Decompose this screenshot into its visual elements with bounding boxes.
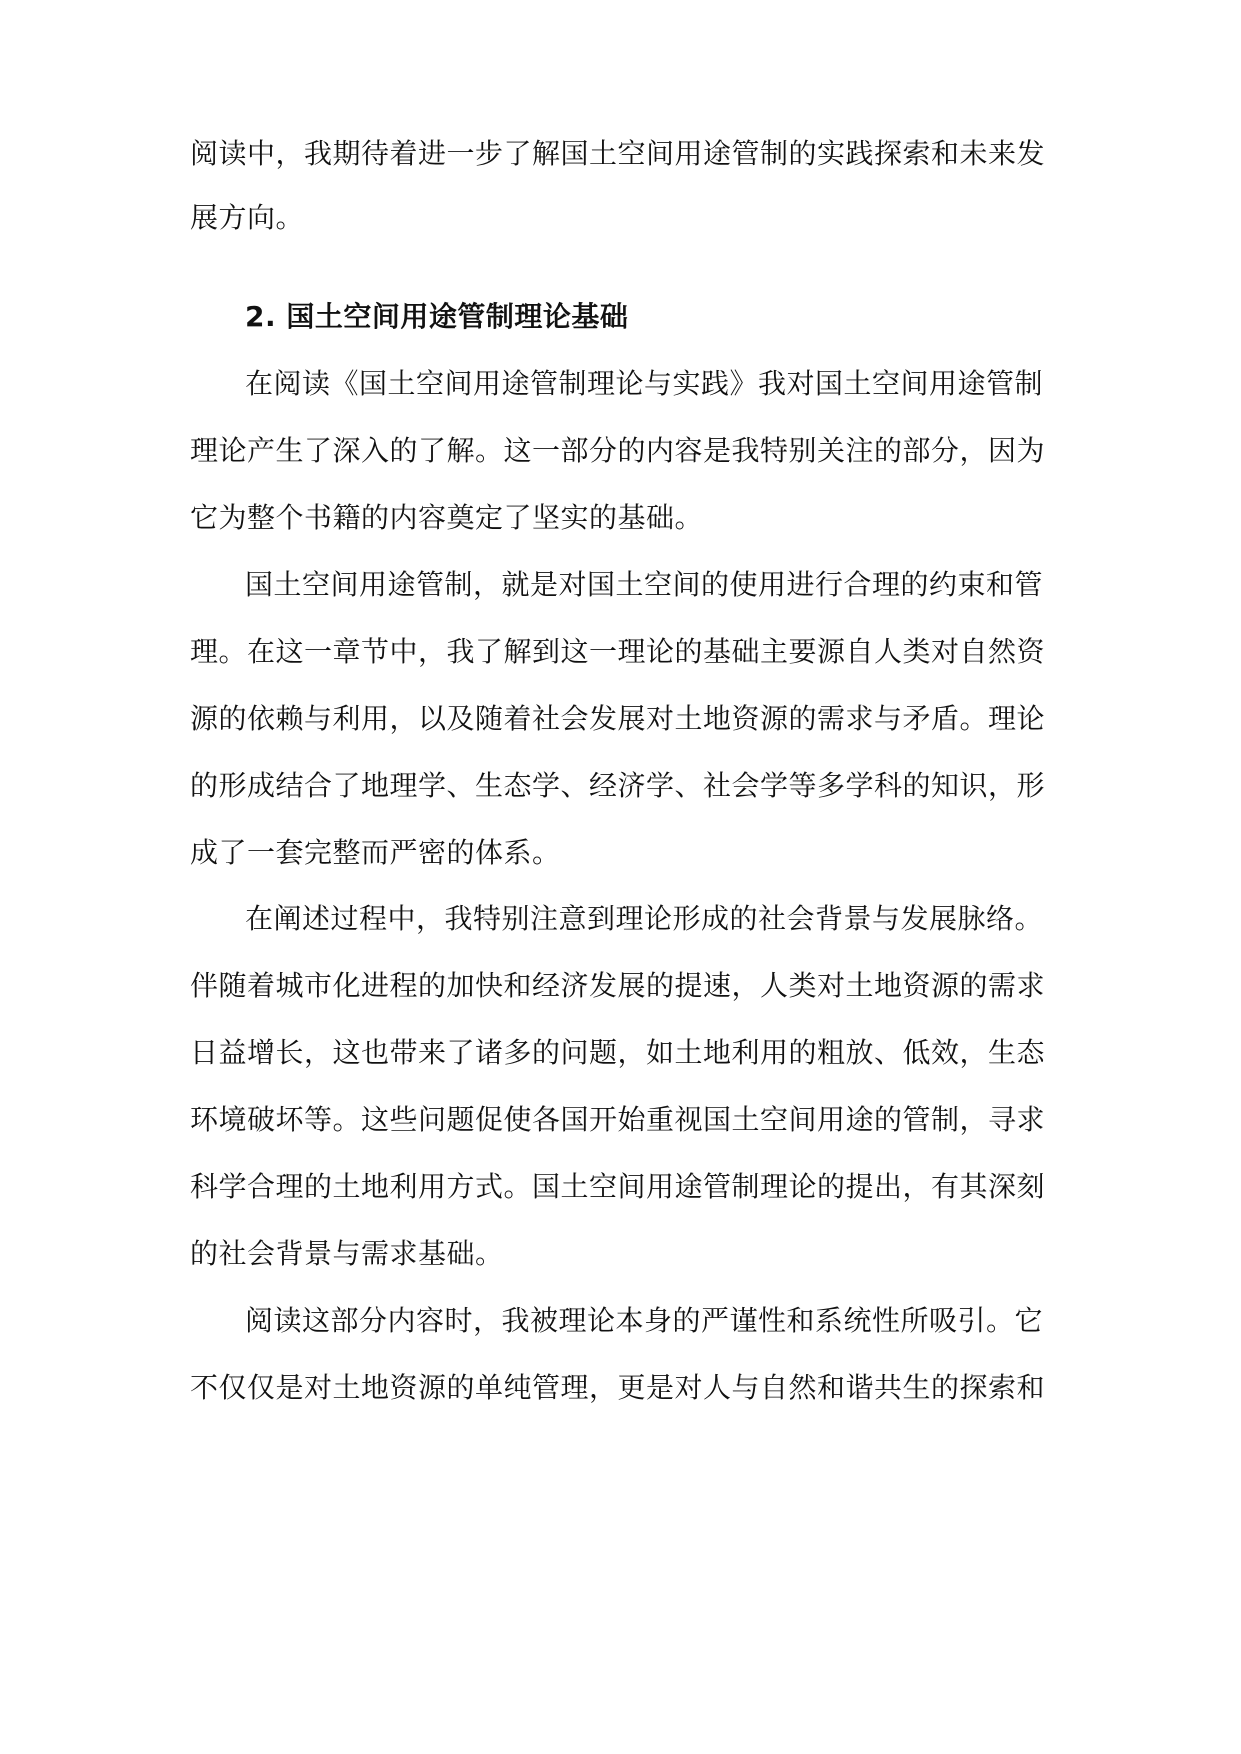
paragraph-2-line-5: 成了一套完整而严密的体系。: [190, 836, 561, 869]
paragraph-3-line-3: 日益增长，这也带来了诸多的问题，如土地利用的粗放、低效，生态: [190, 1036, 1046, 1069]
paragraph-1-line-2: 理论产生了深入的了解。这一部分的内容是我特别关注的部分，因为: [190, 434, 1046, 467]
intro-line-2: 展方向。: [190, 201, 305, 234]
intro-line-1: 阅读中，我期待着进一步了解国土空间用途管制的实践探索和未来发: [190, 137, 1046, 170]
paragraph-4-line-2: 不仅仅是对土地资源的单纯管理，更是对人与自然和谐共生的探索和: [190, 1371, 1046, 1404]
paragraph-3-line-2: 伴随着城市化进程的加快和经济发展的提速，人类对土地资源的需求: [190, 969, 1046, 1002]
paragraph-2-line-2: 理。在这一章节中，我了解到这一理论的基础主要源自人类对自然资: [190, 635, 1046, 668]
paragraph-1-line-3: 它为整个书籍的内容奠定了坚实的基础。: [190, 501, 704, 534]
paragraph-3-line-4: 环境破坏等。这些问题促使各国开始重视国土空间用途的管制，寻求: [190, 1103, 1046, 1136]
paragraph-3-line-5: 科学合理的土地利用方式。国土空间用途管制理论的提出，有其深刻: [190, 1170, 1046, 1203]
paragraph-3-line-6: 的社会背景与需求基础。: [190, 1237, 504, 1270]
paragraph-4-line-1: 阅读这部分内容时，我被理论本身的严谨性和系统性所吸引。它: [245, 1304, 1044, 1337]
paragraph-2-line-1: 国土空间用途管制，就是对国土空间的使用进行合理的约束和管: [245, 568, 1044, 601]
section-heading: 2. 国土空间用途管制理论基础: [245, 300, 629, 333]
paragraph-2-line-4: 的形成结合了地理学、生态学、经济学、社会学等多学科的知识，形: [190, 769, 1046, 802]
paragraph-1-line-1: 在阅读《国土空间用途管制理论与实践》我对国土空间用途管制: [245, 367, 1044, 400]
paragraph-3-line-1: 在阐述过程中，我特别注意到理论形成的社会背景与发展脉络。: [245, 902, 1044, 935]
paragraph-2-line-3: 源的依赖与利用，以及随着社会发展对土地资源的需求与矛盾。理论: [190, 702, 1046, 735]
